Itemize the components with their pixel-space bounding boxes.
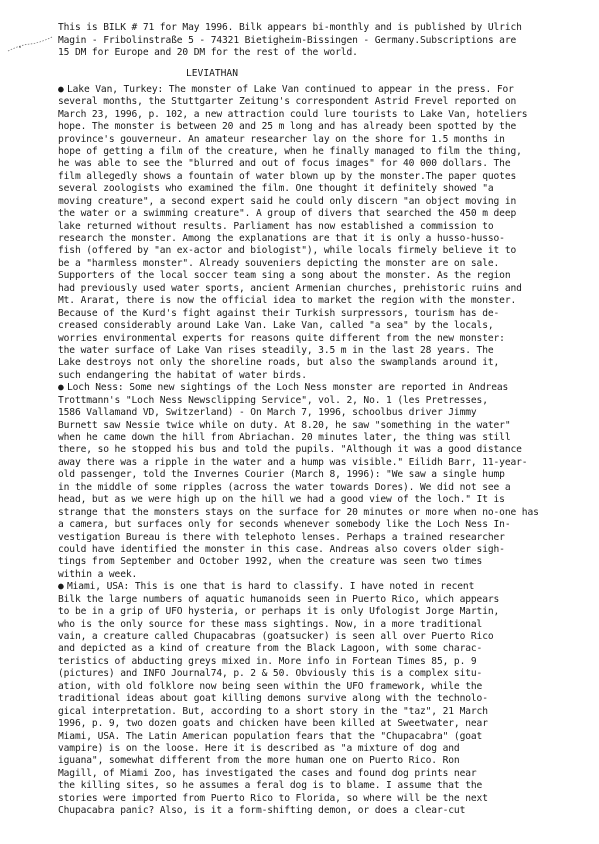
paragraph-line: 1586 Vallamand VD, Switzerland) - On March 7, 1996, schoolbus driver Jimmy: [58, 407, 477, 419]
line-text: Loch Ness: Some new sightings of the Loch Ness monster are reported in Andreas: [67, 382, 509, 394]
paragraph-line: 1996, p. 9, two dozen goats and chicken have been killed at Sweetwater, near: [58, 718, 488, 730]
paragraph-line: Because of the Kurd's fight against their Turkish surpressors, tourism has de-: [58, 307, 500, 319]
paragraph-line: vestigation Bureau is there with telephoto lenses. Perhaps a trained researcher: [58, 531, 505, 543]
paragraph-line: tings from September and October 1992, when the creature was seen two times: [58, 556, 483, 568]
paragraph-first-line: [58, 382, 588, 394]
paragraph-line: Chupacabra panic? Also, is it a form-shifting demon, or does a clear-cut: [58, 805, 466, 817]
paragraph-line: film allegedly shows a fountain of water blown up by the monster.The paper quotes: [58, 170, 517, 182]
bullet-icon: ●: [58, 83, 64, 95]
paragraph-line: several months, the Stuttgarter Zeitung's correspondent Astrid Frevel reported on: [58, 96, 517, 108]
paragraph-line: the water surface of Lake Van rises steadily, 3.5 m in the last 28 years. The: [58, 344, 494, 356]
paragraph-line: and depicted as a kind of creature from the Black Lagoon, with some charac-: [58, 643, 483, 655]
paragraph-first-line: [58, 84, 588, 96]
article-paragraph: [58, 84, 588, 383]
paragraph-line: to be in a grip of UFO hysteria, or perhaps it is only Ufologist Jorge Martin,: [58, 606, 500, 618]
paragraph-line: old passenger, told the Invernes Courier (March 8, 1996): "We saw a single hump: [58, 469, 505, 481]
paragraph-line: Lake destroys not only the shoreline roads, but also the swamplands around it,: [58, 357, 500, 369]
paragraph-line: traditional ideas about goat killing demons survive along with the technolo-: [58, 693, 488, 705]
paragraph-line: creased considerably around Lake Van. Lake Van, called "a sea" by the locals,: [58, 320, 494, 332]
paragraph-line: vampire) is on the loose. Here it is described as "a mixture of dog and: [58, 742, 460, 754]
paragraph-line: away there was a ripple in the water and a hump was visible." Eilidh Barr, 11-year-: [58, 456, 528, 468]
paragraph-line: had previously used water sports, ancient Armenian churches, prehistoric ruins and: [58, 282, 522, 294]
header-line: This is BILK # 71 for May 1996. Bilk appears bi-monthly and is published by Ulrich: [58, 22, 522, 33]
paragraph-line: vain, a creature called Chupacabras (goatsucker) is seen all over Puerto Rico: [58, 631, 494, 643]
paragraph-line: Mt. Ararat, there is now the official idea to market the region with the monster.: [58, 295, 517, 307]
bullet-icon: ●: [58, 382, 64, 394]
paragraph-line: Miami, USA. The Latin American population fears that the "Chupacabra" (goat: [58, 730, 483, 742]
paragraph-line: head, but as we were high up on the hill we had a good view of the loch." It is: [58, 494, 505, 506]
paragraph-line: province's gouverneur. An amateur researcher lay on the shore for 1.5 months in: [58, 133, 505, 145]
paragraph-line: within a week.: [58, 568, 138, 580]
paragraph-line: Burnett saw Nessie twice while on duty. At 8.20, he saw "something in the water": [58, 419, 511, 431]
paragraph-line: lake returned without results. Parliament has now established a commission to: [58, 220, 494, 232]
paragraph-line: such endangering the habitat of water birds.: [58, 369, 307, 381]
paragraph-line: fish (offered by "an ex-actor and biologist"), while locals firmely believe it to: [58, 245, 517, 257]
paragraph-line: research the monster. Among the explanations are that it is only a husso-husso-: [58, 233, 505, 245]
paragraph-line: Supporters of the local soccer team sing a song about the monster. As the region: [58, 270, 511, 282]
paragraph-line: who is the only source for these mass sightings. Now, in a more traditional: [58, 618, 483, 630]
article-paragraph: [58, 581, 588, 817]
paragraph-line: several zoologists who examined the film. One thought it definitely showed "a: [58, 183, 494, 195]
article-body: [58, 84, 588, 818]
paragraph-line: hope of getting a film of the creature, when he finally managed to film the thing,: [58, 145, 522, 157]
paragraph-line: stories were imported from Puerto Rico to Florida, so where will be the next: [58, 792, 488, 804]
paragraph-line: a camera, but surfaces only for seconds whenever somebody like the Loch Ness In-: [58, 519, 511, 531]
paragraph-line: worries environmental experts for reasons quite different from the new monster:: [58, 332, 505, 344]
article-paragraph: [58, 382, 588, 581]
section-title: LEVIATHAN: [186, 67, 238, 79]
header-line: 15 DM for Europe and 20 DM for the rest of the world.: [58, 47, 358, 59]
paragraph-line: the killing sites, so he assumes a feral dog is to blame. I assume that the: [58, 780, 483, 792]
line-text: Miami, USA: This is one that is hard to classify. I have noted in recent: [67, 581, 475, 593]
publication-header: [58, 22, 588, 60]
paragraph-line: gical interpretation. But, according to a short story in the "taz", 21 March: [58, 705, 488, 717]
paragraph-line: when he came down the hill from Abriachan. 20 minutes later, the thing was still: [58, 432, 511, 444]
paragraph-line: March 23, 1996, p. 102, a new attraction could lure tourists to Lake Van, hoteliers: [58, 108, 528, 120]
paragraph-line: the water or a swimming creature". A group of divers that searched the 450 m deep: [58, 208, 517, 220]
paragraph-first-line: [58, 581, 588, 593]
header-line: Magin - Fribolinstraße 5 - 74321 Bietigheim-Bissingen - Germany.Subscriptions are: [58, 34, 517, 46]
line-text: Lake Van, Turkey: The monster of Lake Van continued to appear in the press. For: [67, 83, 514, 95]
paragraph-line: strange that the monsters stays on the surface for 20 minutes or more when no-one has: [58, 506, 539, 518]
paragraph-line: hope. The monster is between 20 and 25 m long and has already been spotted by the: [58, 121, 517, 133]
paragraph-line: in the middle of some ripples (across the water towards Dores). We did not see a: [58, 481, 511, 493]
paragraph-line: Magill, of Miami Zoo, has investigated the cases and found dog prints near: [58, 767, 477, 779]
document-page: [58, 22, 588, 818]
paragraph-line: ation, with old folklore now being seen within the UFO framework, while the: [58, 680, 483, 692]
paragraph-line: could have identified the monster in this case. Andreas also covers older sigh-: [58, 543, 505, 555]
margin-scribble: [6, 33, 54, 53]
paragraph-line: teristics of abducting greys mixed in. More info in Fortean Times 85, p. 9: [58, 655, 477, 667]
paragraph-line: moving creature", a second expert said he could only discern "an object moving in: [58, 195, 517, 207]
paragraph-line: be a "harmless monster". Already souveniers depicting the monster are on sale.: [58, 257, 500, 269]
paragraph-line: (pictures) and INFO Journal74, p. 2 & 50. Obviously this is a complex situ-: [58, 668, 483, 680]
paragraph-line: Trottmann's "Loch Ness Newsclipping Service", vol. 2, No. 1 (les Pretresses,: [58, 394, 488, 406]
paragraph-line: he was able to see the "blurred and out of focus images" for 40 000 dollars. The: [58, 158, 511, 170]
paragraph-line: there, so he stopped his bus and told the pupils. "Although it was a good distance: [58, 444, 522, 456]
paragraph-line: Bilk the large numbers of aquatic humanoids seen in Puerto Rico, which appears: [58, 593, 500, 605]
bullet-icon: ●: [58, 581, 64, 593]
paragraph-line: iguana", somewhat different from the more human one on Puerto Rico. Ron: [58, 755, 460, 767]
